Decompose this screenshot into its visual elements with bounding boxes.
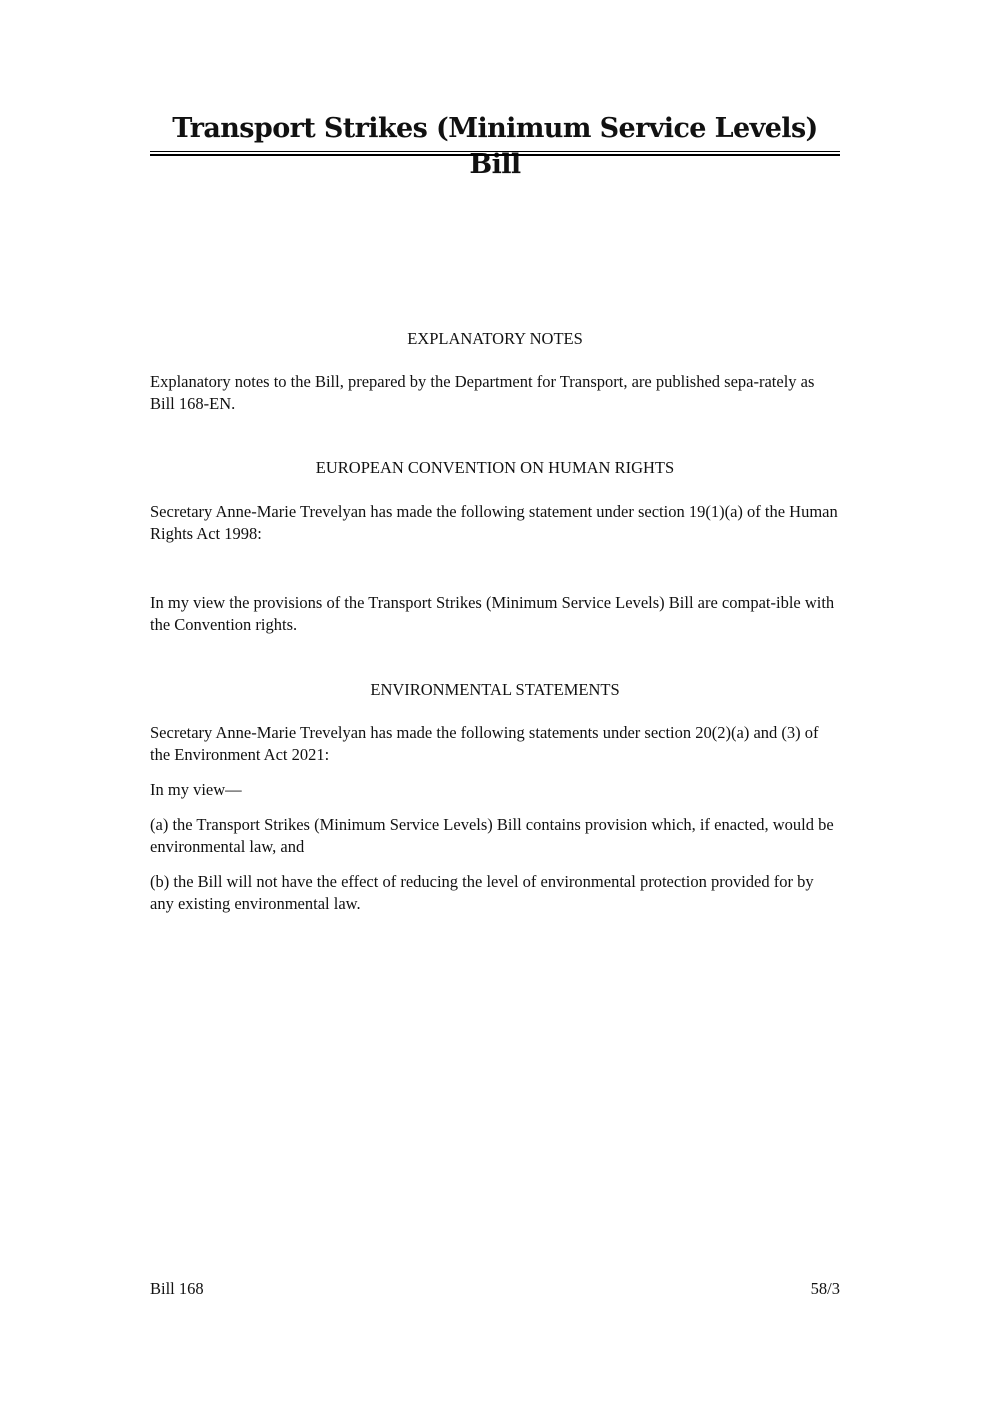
heading-echr: EUROPEAN CONVENTION ON HUMAN RIGHTS <box>315 458 675 477</box>
explanatory-notes-paragraph: Explanatory notes to the Bill, prepared by the Department for Transport, are published sepa-rately as Bill 168-EN. <box>150 372 815 413</box>
echr-paragraph-1: Secretary Anne-Marie Trevelyan has made the following statement under section 19(1)(a) of the Human Rights Act 1998: <box>150 502 838 543</box>
env-paragraph-b: (b) the Bill will not have the effect of reducing the level of environmental protection provided for by any existing environmental law. <box>150 872 814 913</box>
page-footer <box>150 1279 840 1299</box>
env-paragraph-2: In my view— <box>150 780 242 799</box>
echr-paragraph-2: In my view the provisions of the Transport Strikes (Minimum Service Levels) Bill are compat-ible with the Convention rights. <box>150 593 835 634</box>
env-paragraph-1: Secretary Anne-Marie Trevelyan has made the following statements under section 20(2)(a) and (3) of the Environment Act 2021: <box>150 723 819 764</box>
env-paragraph-a: (a) the Transport Strikes (Minimum Service Levels) Bill contains provision which, if enacted, would be environmental law, and <box>150 815 834 856</box>
bill-title: Transport Strikes (Minimum Service Levels) Bill <box>172 113 818 180</box>
heading-explanatory-notes: EXPLANATORY NOTES <box>407 329 583 348</box>
title-rule-thin <box>150 151 840 152</box>
heading-environmental-statements: ENVIRONMENTAL STATEMENTS <box>370 680 620 699</box>
footer-code: 58/3 <box>810 1279 840 1298</box>
title-rule-thick <box>150 154 840 156</box>
footer-bill-number: Bill 168 <box>150 1279 204 1298</box>
